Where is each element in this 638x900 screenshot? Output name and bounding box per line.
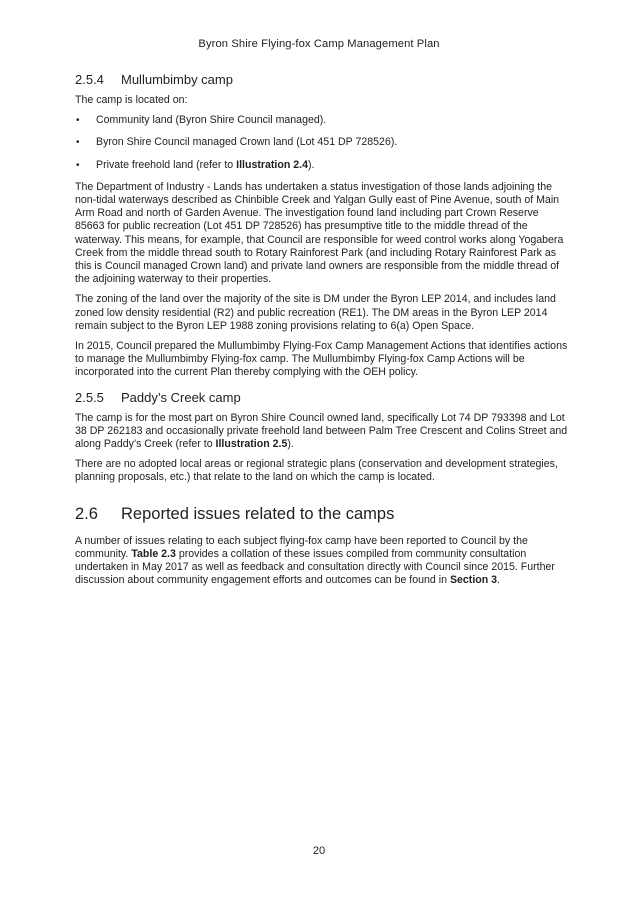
paragraph-text: A number of issues relating to each subject flying-fox camp have been reported to Council by the community. — [75, 534, 528, 560]
running-header: Byron Shire Flying-fox Camp Management Plan — [198, 38, 440, 50]
bullet-icon: • — [76, 137, 80, 149]
paragraph-text: provides a collation of these issues compiled from community consultation undertaken in May 2017 as well as feedback and consultation directly with Council since 2015. Further discussion about community engagement efforts and outcomes can be found in — [75, 547, 555, 587]
list-item-text: Byron Shire Council managed Crown land (Lot 451 DP 728526). — [96, 136, 398, 149]
section-heading-2-5-4 — [75, 72, 570, 87]
section-title: Paddy’s Creek camp — [121, 389, 241, 405]
section-title: Reported issues related to the camps — [121, 504, 395, 523]
paragraph: There are no adopted local areas or regional strategic plans (conservation and development strategies, planning proposals, etc.) that relate to the land on which the camp is located. — [75, 458, 558, 484]
section-number: 2.6 — [75, 504, 98, 523]
page-number: 20 — [312, 845, 326, 857]
bullet-icon: • — [76, 159, 80, 171]
list-item — [75, 159, 570, 172]
list-item-text: Private freehold land (refer to — [96, 158, 237, 171]
bullet-icon: • — [76, 115, 80, 127]
illustration-reference: Illustration 2.5 — [215, 438, 288, 451]
paragraph: The zoning of the land over the majority of the site is DM under the Byron LEP 2014, and includes land zoned low density residential (R2) and public recreation (RE1). The DM areas in the Byron LEP 2014 remain subject to the Byron LEP 1988 zoning provisions relating to 6(a) Open Space. — [75, 293, 556, 332]
paragraph: The Department of Industry - Lands has undertaken a status investigation of those lands adjoining the non-tidal waterways described as Chinbible Creek and Yalgan Gully east of Pine Avenue, south of Main Arm Road and north of Garden Avenue. The investigation found land including part Crown Reserve 85663 for public recreation (Lot 451 DP 728526) has presumptive title to the middle thread of the waterway. This means, for example, that Council are responsible for weed control works along Yogabera Creek from the middle thread south to Rotary Rainforest Park (and including Rotary Rainforest Park as this is Council managed Crown land) and private land owners are responsible from the middle thread of the adjoining waterway to their properties. — [75, 180, 564, 286]
section-reference: Section 3 — [449, 574, 498, 587]
table-reference: Table 2.3 — [131, 547, 176, 560]
paragraph-text: The camp is for the most part on Byron Shire Council owned land, specifically Lot 74 DP 793398 and Lot 38 DP 262183 and occasionally private freehold land between Palm Tree Crescent and Colins Street and along Paddy’s Creek (refer to — [75, 411, 568, 451]
paragraph-text-end: . — [497, 574, 500, 587]
paragraph — [75, 535, 570, 588]
list-item-text: Community land (Byron Shire Council managed). — [96, 114, 327, 127]
section-number: 2.5.4 — [75, 72, 104, 87]
list-item — [75, 136, 570, 149]
page-body — [75, 72, 570, 594]
bullet-list — [75, 114, 570, 172]
illustration-reference: Illustration 2.4 — [236, 158, 308, 171]
list-item — [75, 114, 570, 127]
section-title: Mullumbimby camp — [121, 72, 233, 87]
paragraph-text-end: ). — [287, 438, 294, 451]
paragraph — [75, 412, 570, 452]
section-heading-2-5-5 — [75, 390, 570, 405]
section-heading-2-6 — [75, 505, 570, 524]
section-number: 2.5.5 — [75, 389, 104, 405]
list-item-text-end: ). — [307, 158, 315, 171]
paragraph: In 2015, Council prepared the Mullumbimby Flying-Fox Camp Management Actions that identifies actions to manage the Mullumbimby Flying-fox camp. The Mullumbimby Flying-fox Camp Actions will be incorporated into the current Plan thereby complying with the OEH policy. — [75, 340, 568, 379]
paragraph-intro: The camp is located on: — [75, 94, 188, 106]
